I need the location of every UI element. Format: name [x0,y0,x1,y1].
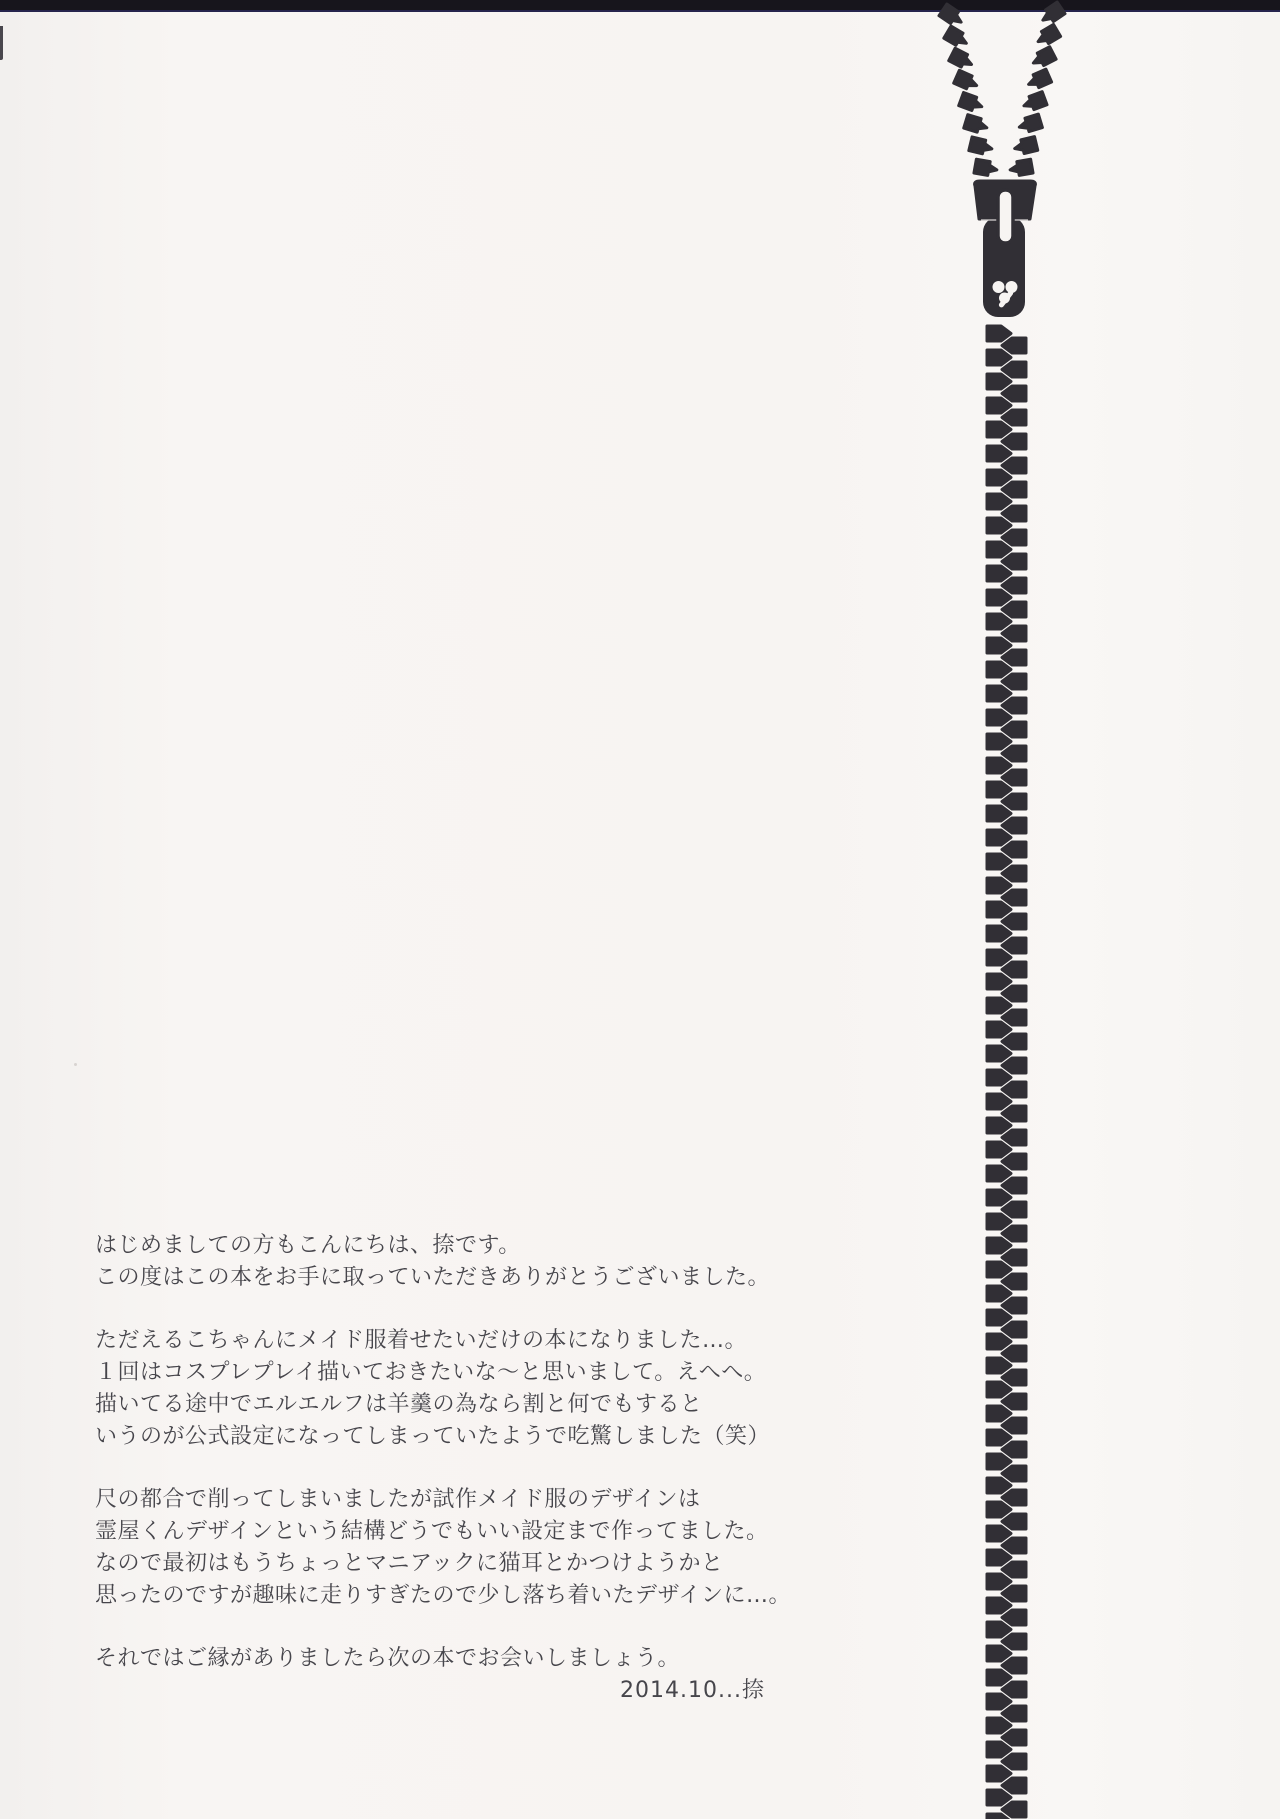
text-line: この度はこの本をお手に取っていただきありがとうございました。 [95,1265,771,1290]
text-line: １回はコスプレプレイ描いておきたいな～と思いまして。えへへ。 [95,1360,767,1385]
scan-edge-left [0,26,3,60]
afterword-text [95,1230,855,1707]
text-line: 尺の都合で削ってしまいましたが試作メイド服のデザインは [95,1487,701,1512]
afterword-paragraph [95,1484,855,1612]
text-line: いうのが公式設定になってしまっていたようで吃驚しました（笑） [95,1424,771,1449]
zipper-pull [981,217,1028,317]
scan-dust-speck [74,1063,77,1066]
text-line: 描いてる途中でエルエルフは羊羹の為なら割と何でもすると [95,1392,703,1417]
zipper-open-right-teeth [1009,2,1065,177]
zipper-slider [975,181,1036,219]
afterword-paragraph [95,1230,855,1294]
afterword-paragraph [95,1325,855,1453]
zipper-pull-cutout [993,281,1018,308]
text-line: 霊屋くんデザインという結構どうでもいい設定まで作ってました。 [95,1519,769,1544]
text-line: 思ったのですが趣味に走りすぎたので少し落ち着いたデザインに…。 [95,1583,791,1608]
text-line: なので最初はもうちょっとマニアックに猫耳とかつけようかと [95,1551,724,1576]
zipper-open-left-teeth [939,4,998,177]
signature-line: 2014.10...捺 [620,1678,765,1703]
text-line: それではご縁がありましたら次の本でお会いしましょう。 [95,1646,681,1671]
scan-edge-top [0,0,1280,12]
zipper-teeth-closed [987,326,1026,1819]
text-line: はじめましての方もこんにちは、捺です。 [95,1233,521,1258]
zipper-pull-slot [998,190,1013,243]
afterword-paragraph [95,1643,855,1675]
text-line: ただえるこちゃんにメイド服着せたいだけの本になりました…。 [95,1328,748,1353]
